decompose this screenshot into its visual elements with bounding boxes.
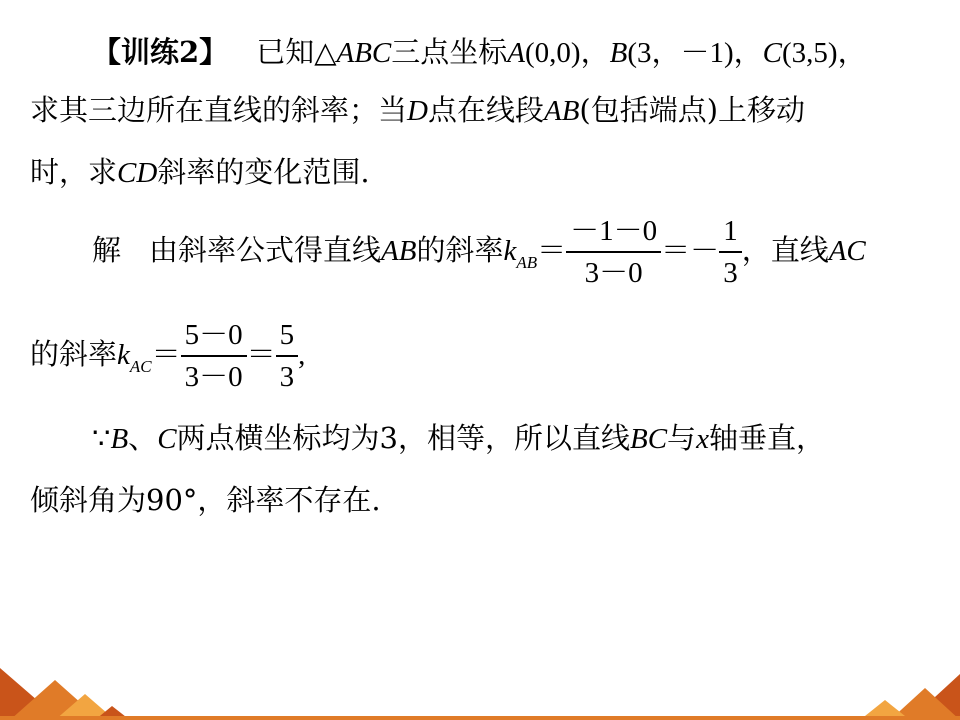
subscript: AB (516, 253, 538, 272)
solution-line-1 (92, 208, 932, 305)
math: B (110, 423, 129, 455)
text: 已知△ (256, 35, 337, 69)
text: 斜率的变化范围. (157, 155, 370, 189)
denominator: 3 (723, 257, 738, 289)
solution-line-3 (92, 420, 932, 457)
bottom-border (0, 716, 960, 720)
fraction-kab (566, 211, 661, 293)
text: ， (580, 35, 610, 69)
math: (3,5) (782, 37, 838, 69)
fraction-result-2 (276, 315, 299, 397)
corner-decoration-right (850, 660, 960, 720)
corner-decoration-left (0, 660, 140, 720)
math: x (696, 423, 709, 455)
text: 的斜率 (30, 337, 118, 371)
math: ＝ (151, 339, 181, 371)
math: ABC (336, 37, 392, 69)
text: (包括端点)上移动 (579, 93, 806, 127)
solution-label: 解 (92, 233, 122, 267)
text: 的斜率 (416, 233, 504, 267)
text: ， (837, 35, 867, 69)
numerator: －1－0 (570, 215, 658, 247)
text: 倾斜角为90°，斜率不存在. (30, 483, 381, 517)
text: 三点坐标 (391, 35, 508, 69)
text: , (298, 339, 306, 371)
math: k (117, 339, 130, 371)
denominator: 3－0 (184, 361, 243, 393)
math: (0,0) (525, 37, 581, 69)
math: BC (629, 423, 668, 455)
text: 两点横坐标均为3，相等，所以直线 (176, 421, 630, 455)
numerator: 5－0 (184, 319, 243, 351)
math: C (762, 37, 783, 69)
math: CD (117, 157, 158, 189)
text: 与 (667, 421, 697, 455)
text: 由斜率公式得直线 (149, 233, 382, 267)
exercise-line-1 (92, 34, 932, 71)
math: B (609, 37, 628, 69)
math: AB (543, 95, 580, 127)
exercise-line-3 (30, 154, 932, 191)
text: 轴垂直， (708, 421, 825, 455)
math: A (507, 37, 526, 69)
math: k (503, 235, 517, 267)
text: 时，求 (30, 155, 118, 189)
subscript: AC (129, 357, 152, 376)
solution-line-2 (30, 312, 932, 409)
text: ， (733, 35, 763, 69)
fraction-kac (181, 315, 247, 397)
fraction-result-1 (719, 211, 742, 293)
exercise-line-2 (30, 92, 932, 129)
math: (3，－1) (627, 37, 734, 69)
math: AB (381, 235, 417, 267)
math: ＝ (246, 339, 276, 371)
text: 、 (128, 421, 158, 455)
because-symbol: ∵ (92, 421, 111, 455)
math: ＝ (537, 235, 567, 267)
math: D (407, 95, 428, 127)
text: 求其三边所在直线的斜率；当 (30, 93, 408, 127)
denominator: 3 (279, 361, 295, 393)
denominator: 3－0 (584, 257, 643, 289)
numerator: 5 (279, 319, 295, 351)
numerator: 1 (723, 215, 738, 247)
exercise-label: 【训练2】 (92, 35, 229, 69)
math: C (157, 423, 177, 455)
math: AC (828, 235, 866, 267)
solution-line-4 (30, 482, 932, 518)
text: ，直线 (741, 233, 829, 267)
text: 点在线段 (427, 93, 544, 127)
math: ＝－ (661, 235, 720, 267)
